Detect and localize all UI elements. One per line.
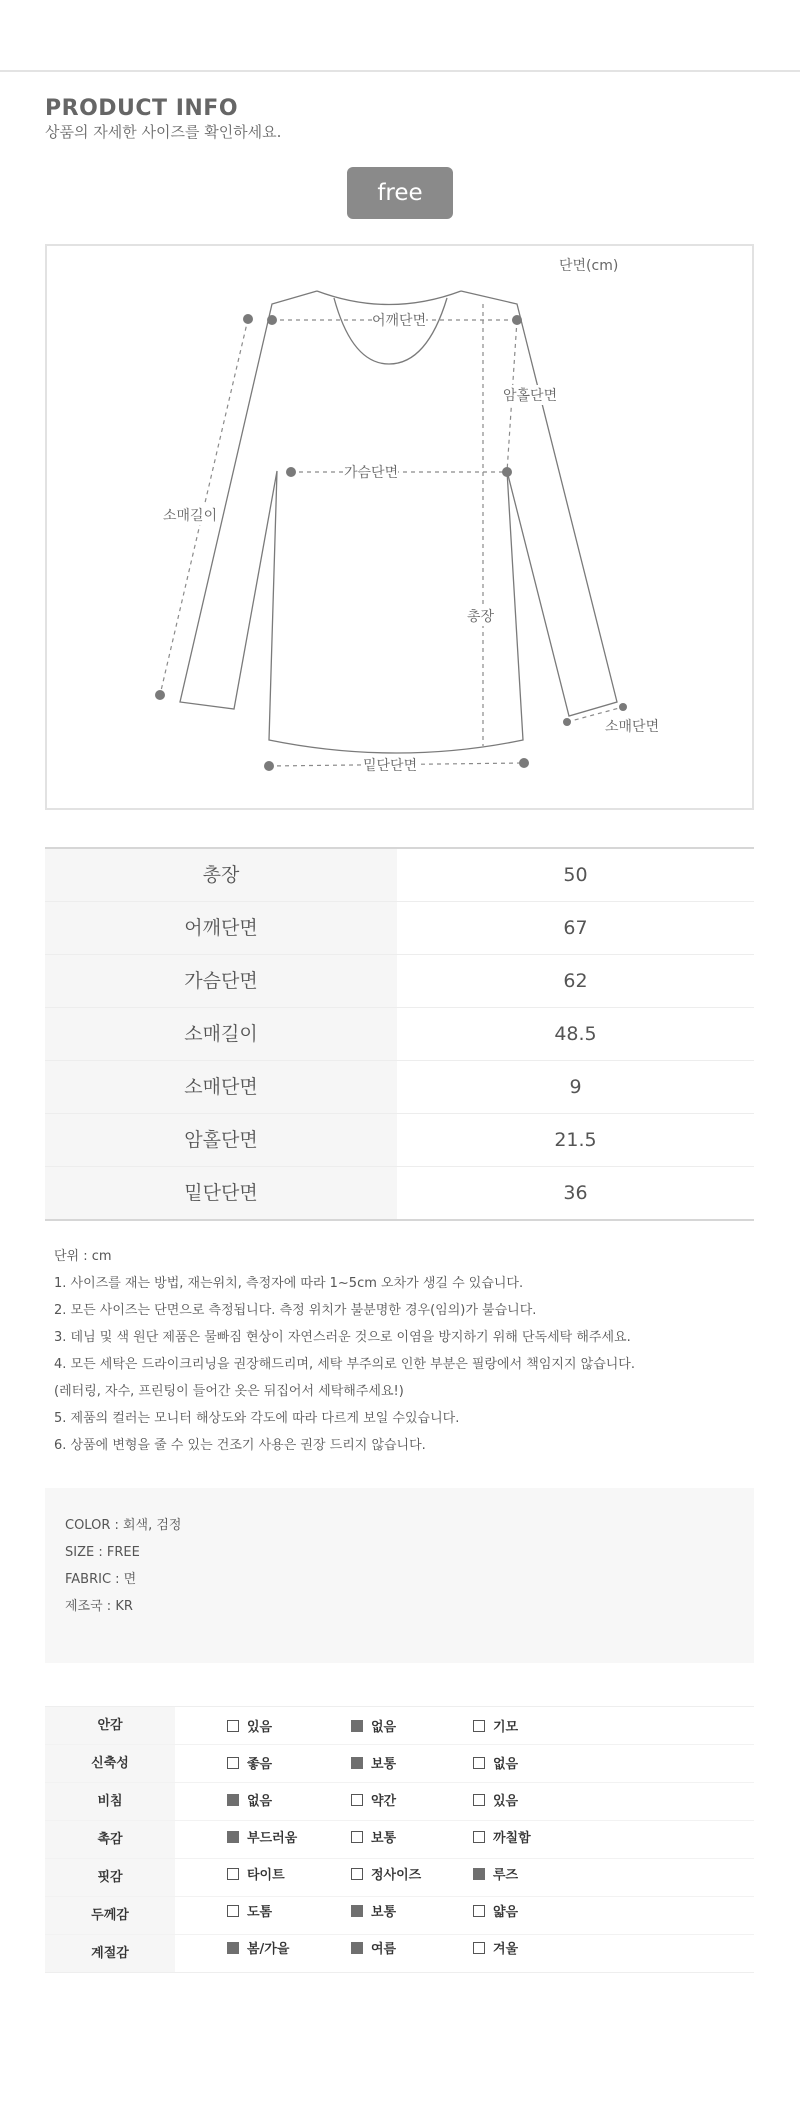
- measure-label: 총장: [45, 849, 397, 901]
- checked-box-icon[interactable]: [351, 1757, 363, 1769]
- attribute-row: [45, 1821, 754, 1859]
- attribute-option[interactable]: [227, 1855, 285, 1892]
- table-row: [45, 1114, 754, 1167]
- measure-label: 암홀단면: [45, 1114, 397, 1166]
- attribute-option[interactable]: [473, 1892, 518, 1929]
- attribute-option[interactable]: [227, 1781, 272, 1818]
- attribute-option[interactable]: [473, 1707, 518, 1744]
- checked-box-icon[interactable]: [227, 1942, 239, 1954]
- attribute-row: [45, 1897, 754, 1935]
- measure-label: 가슴단면: [45, 955, 397, 1007]
- attribute-label: 비침: [45, 1783, 175, 1820]
- size-free-button[interactable]: free: [347, 167, 453, 219]
- size-diagram: [45, 244, 754, 810]
- unchecked-box-icon[interactable]: [473, 1831, 485, 1843]
- attribute-option-label: 있음: [493, 1794, 519, 1809]
- note-line: 4. 모든 세탁은 드라이크리닝을 권장해드리며, 세탁 부주의로 인한 부분은 필랑에서 책임지지 않습니다.: [54, 1357, 636, 1372]
- attribute-option[interactable]: [227, 1892, 272, 1929]
- attribute-option-label: 기모: [493, 1720, 519, 1735]
- page-subtitle: 상품의 자세한 사이즈를 확인하세요.: [45, 123, 282, 141]
- measure-points: [155, 314, 627, 771]
- size-notes: [54, 1243, 635, 1459]
- measure-value: 62: [563, 970, 588, 992]
- attribute-option[interactable]: [227, 1707, 272, 1744]
- measure-label: 밑단단면: [45, 1167, 397, 1219]
- attribute-row: [45, 1935, 754, 1972]
- attribute-label: 신축성: [45, 1745, 175, 1782]
- attribute-option-label: 까칠함: [493, 1831, 531, 1846]
- unchecked-box-icon[interactable]: [227, 1905, 239, 1917]
- note-line: 6. 상품에 변형을 줄 수 있는 건조기 사용은 권장 드리지 않습니다.: [54, 1438, 426, 1453]
- attribute-option[interactable]: [351, 1855, 421, 1892]
- attribute-label: 안감: [45, 1707, 175, 1744]
- attribute-label: 촉감: [45, 1821, 175, 1858]
- checked-box-icon[interactable]: [351, 1720, 363, 1732]
- label-total-length: 총장: [467, 606, 494, 626]
- measure-label: 소매길이: [45, 1008, 397, 1060]
- color-info: COLOR : 회색, 검정: [65, 1518, 182, 1533]
- attribute-row: [45, 1783, 754, 1821]
- unchecked-box-icon[interactable]: [351, 1868, 363, 1880]
- measure-value: 9: [569, 1076, 582, 1098]
- note-line: (레터링, 자수, 프린팅이 들어간 옷은 뒤집어서 세탁해주세요!): [54, 1384, 404, 1399]
- unchecked-box-icon[interactable]: [351, 1831, 363, 1843]
- checked-box-icon[interactable]: [227, 1831, 239, 1843]
- attribute-label: 두께감: [45, 1897, 175, 1934]
- attribute-option-label: 도톰: [247, 1905, 273, 1920]
- label-sleeve-length: 소매길이: [163, 505, 217, 525]
- measure-value: 36: [563, 1182, 588, 1204]
- measure-value: 67: [563, 917, 588, 939]
- table-row: [45, 955, 754, 1008]
- table-row: [45, 1167, 754, 1219]
- page-title: PRODUCT INFO: [45, 96, 239, 121]
- attribute-option-label: 루즈: [493, 1868, 519, 1883]
- label-hem: 밑단단면: [363, 755, 417, 775]
- attribute-option-label: 보통: [371, 1905, 397, 1920]
- checked-box-icon[interactable]: [227, 1794, 239, 1806]
- attribute-option-label: 있음: [247, 1720, 273, 1735]
- note-line: 5. 제품의 컬러는 모니터 해상도와 각도에 따라 다르게 보일 수있습니다.: [54, 1411, 460, 1426]
- attribute-option-label: 없음: [247, 1794, 273, 1809]
- table-row: [45, 1061, 754, 1114]
- label-sleeve-width: 소매단면: [605, 716, 659, 736]
- measure-value: 48.5: [554, 1023, 597, 1045]
- attribute-option-label: 보통: [371, 1757, 397, 1772]
- label-armhole: 암홀단면: [503, 385, 557, 405]
- attribute-option[interactable]: [351, 1818, 396, 1855]
- attribute-option[interactable]: [351, 1892, 396, 1929]
- attribute-option[interactable]: [351, 1744, 396, 1781]
- unchecked-box-icon[interactable]: [473, 1757, 485, 1769]
- attribute-option-label: 좋음: [247, 1757, 273, 1772]
- attribute-label: 핏감: [45, 1859, 175, 1896]
- measurement-table: [45, 847, 754, 1221]
- table-row: [45, 849, 754, 902]
- attribute-table: [45, 1706, 754, 1973]
- unchecked-box-icon[interactable]: [473, 1720, 485, 1732]
- fabric-info: FABRIC : 면: [65, 1572, 137, 1587]
- attribute-label: 계절감: [45, 1935, 175, 1972]
- unchecked-box-icon[interactable]: [351, 1794, 363, 1806]
- attribute-option-label: 겨울: [493, 1942, 519, 1957]
- attribute-option[interactable]: [227, 1929, 289, 1966]
- checked-box-icon[interactable]: [351, 1942, 363, 1954]
- attribute-row: [45, 1707, 754, 1745]
- attribute-option[interactable]: [351, 1929, 396, 1966]
- top-divider: [0, 70, 800, 72]
- attribute-option-label: 정사이즈: [371, 1868, 422, 1883]
- note-line: 2. 모든 사이즈는 단면으로 측정됩니다. 측정 위치가 불분명한 경우(임의)가 불습니다.: [54, 1303, 537, 1318]
- attribute-option[interactable]: [473, 1929, 518, 1966]
- unchecked-box-icon[interactable]: [473, 1794, 485, 1806]
- label-shoulder: 어깨단면: [372, 310, 426, 330]
- attribute-option[interactable]: [351, 1707, 396, 1744]
- size-info: SIZE : FREE: [65, 1545, 140, 1560]
- unchecked-box-icon[interactable]: [227, 1757, 239, 1769]
- measure-label: 어깨단면: [45, 902, 397, 954]
- measure-value: 50: [563, 864, 588, 886]
- attribute-option-label: 없음: [371, 1720, 397, 1735]
- attribute-option[interactable]: [227, 1818, 297, 1855]
- attribute-option-label: 없음: [493, 1757, 519, 1772]
- attribute-option[interactable]: [351, 1781, 396, 1818]
- table-row: [45, 902, 754, 955]
- checked-box-icon[interactable]: [473, 1868, 485, 1880]
- attribute-option-label: 여름: [371, 1942, 397, 1957]
- attribute-row: [45, 1745, 754, 1783]
- attribute-option-label: 보통: [371, 1831, 397, 1846]
- diagram-unit-label: 단면(cm): [559, 258, 619, 274]
- product-info-box: [45, 1488, 754, 1663]
- attribute-option[interactable]: [473, 1781, 518, 1818]
- attribute-option[interactable]: [473, 1818, 531, 1855]
- label-chest: 가슴단면: [344, 462, 398, 482]
- note-line: 1. 사이즈를 재는 방법, 재는위치, 측정자에 따라 1~5cm 오차가 생길 수 있습니다.: [54, 1276, 524, 1291]
- unchecked-box-icon[interactable]: [227, 1868, 239, 1880]
- unchecked-box-icon[interactable]: [473, 1905, 485, 1917]
- measure-label: 소매단면: [45, 1061, 397, 1113]
- attribute-option-label: 봄/가을: [247, 1942, 290, 1957]
- unchecked-box-icon[interactable]: [473, 1942, 485, 1954]
- attribute-option[interactable]: [473, 1744, 518, 1781]
- attribute-option[interactable]: [473, 1855, 518, 1892]
- origin-info: 제조국 : KR: [65, 1599, 133, 1614]
- unchecked-box-icon[interactable]: [227, 1720, 239, 1732]
- measure-value: 21.5: [554, 1129, 597, 1151]
- attribute-option[interactable]: [227, 1744, 272, 1781]
- attribute-option-label: 약간: [371, 1794, 397, 1809]
- table-row: [45, 1008, 754, 1061]
- checked-box-icon[interactable]: [351, 1905, 363, 1917]
- note-line: 단위 : cm: [54, 1249, 112, 1264]
- attribute-option-label: 부드러움: [247, 1831, 298, 1846]
- attribute-option-label: 타이트: [247, 1868, 285, 1883]
- note-line: 3. 데님 및 색 원단 제품은 물빠짐 현상이 자연스러운 것으로 이염을 방지하기 위해 단독세탁 해주세요.: [54, 1330, 631, 1345]
- attribute-option-label: 얇음: [493, 1905, 519, 1920]
